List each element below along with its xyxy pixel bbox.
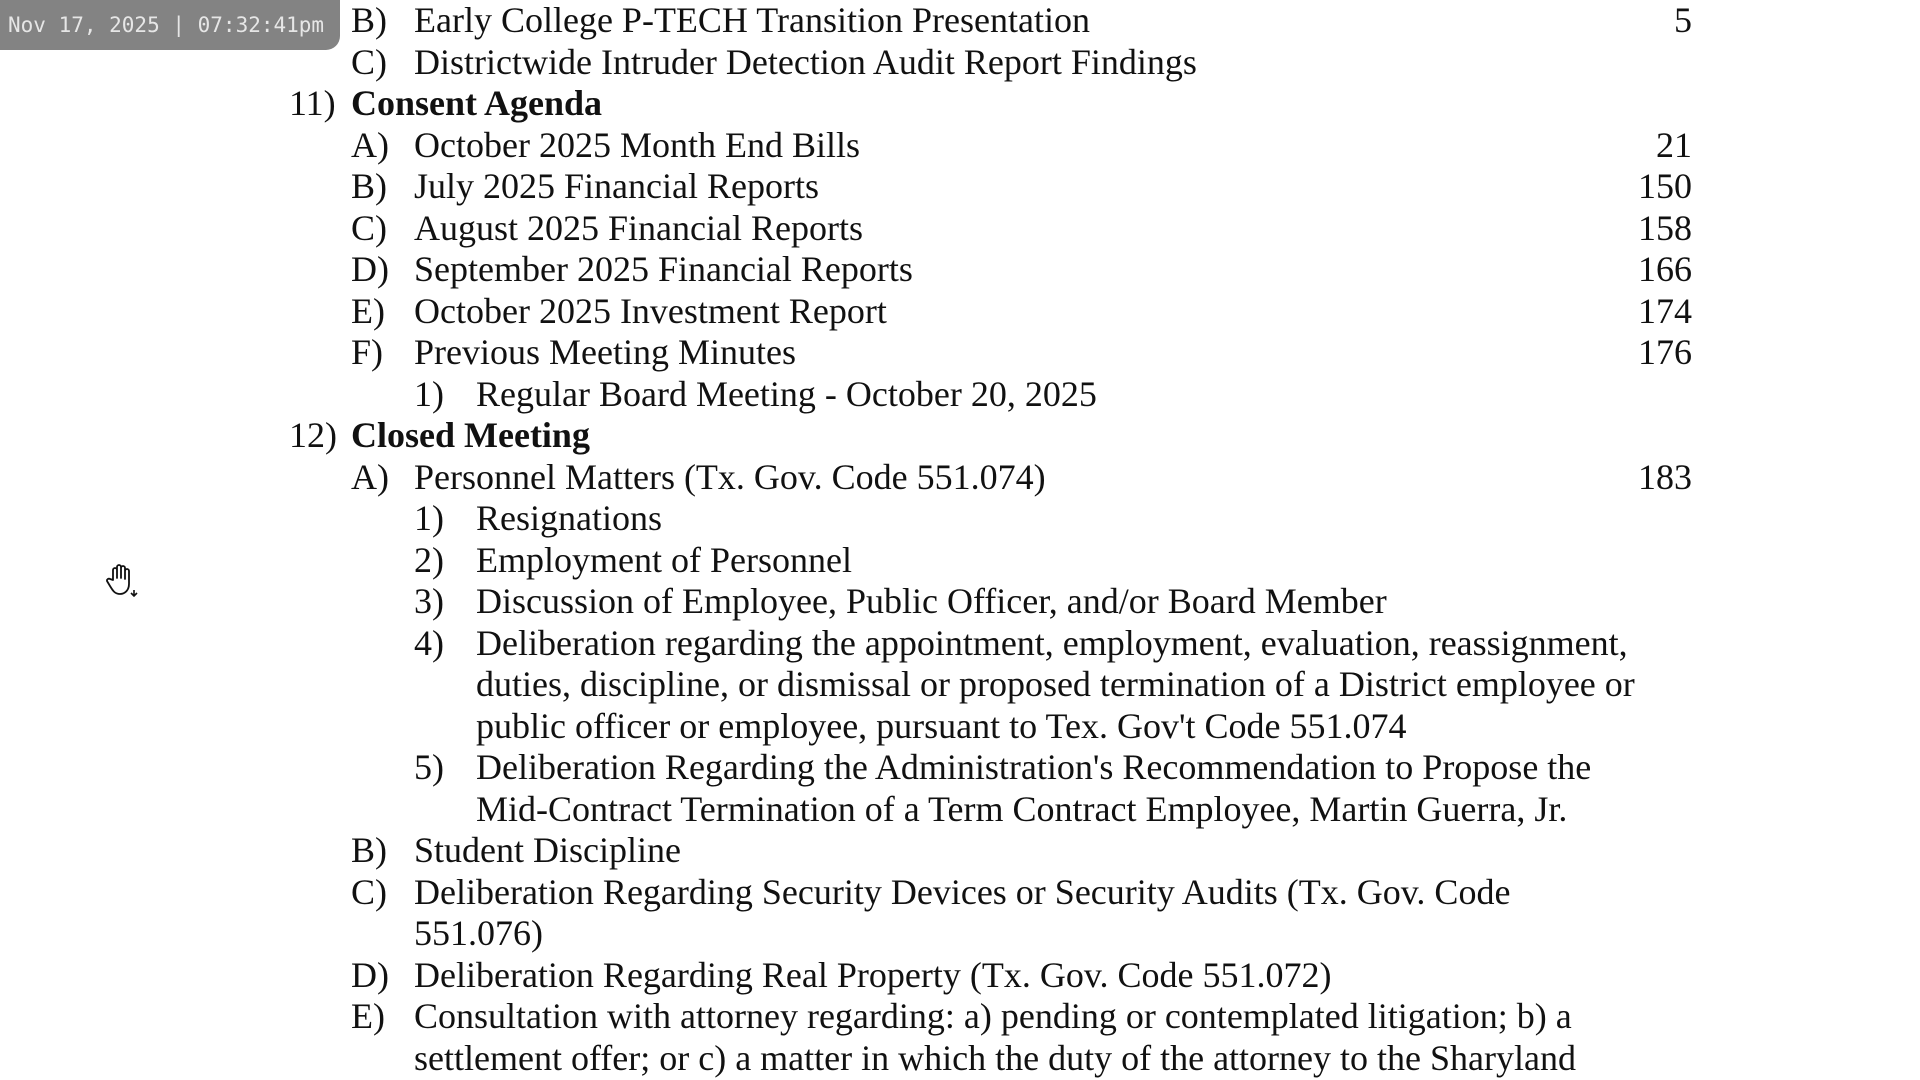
item-page-number: 166 [1638,249,1692,289]
item-page-number: 5 [1674,0,1692,40]
agenda-section [0,83,1920,125]
agenda-item [0,249,1920,291]
item-number: E) [351,290,385,331]
item-text: October 2025 Investment Report [414,290,887,331]
item-page-number: 176 [1638,332,1692,372]
item-number: 3) [414,581,444,621]
item-text: Deliberation Regarding Security Devices or Security Audits (Tx. Gov. Code [414,871,1511,912]
item-number: A) [351,456,389,497]
item-text: Previous Meeting Minutes [414,332,796,372]
item-number: D) [351,249,389,289]
hand-grab-icon [104,562,138,598]
item-text: duties, discipline, or dismissal or proposed termination of a District employee or [476,664,1635,704]
agenda-item-continuation [0,664,1920,706]
item-number: F) [351,332,384,372]
agenda-item [0,291,1920,333]
item-number: 4) [414,622,444,663]
item-number: B) [351,830,387,870]
item-number: 5) [414,747,444,787]
item-text: Personnel Matters (Tx. Gov. Code 551.074) [414,456,1046,497]
item-text: Closed Meeting [351,415,590,455]
agenda-item [0,996,1920,1038]
item-page-number: 183 [1638,456,1692,497]
item-text: Regular Board Meeting - October 20, 2025 [476,373,1097,414]
item-text: Consent Agenda [351,83,603,123]
agenda-item [0,374,1920,416]
item-number: B) [351,0,387,40]
agenda-item [0,125,1920,167]
item-number: C) [351,871,387,912]
item-text: July 2025 Financial Reports [414,166,819,206]
item-text: Employment of Personnel [476,539,852,580]
item-page-number: 150 [1638,166,1692,206]
item-text: Mid-Contract Termination of a Term Contract Employee, Martin Guerra, Jr. [476,788,1568,829]
item-number: 2) [414,539,444,580]
item-text: 551.076) [414,913,543,953]
item-text: Discussion of Employee, Public Officer, and/or Board Member [476,581,1387,621]
item-text: Student Discipline [414,830,681,870]
item-text: settlement offer; or c) a matter in which the duty of the attorney to the Sharyland [414,1037,1576,1078]
item-number: 11) [289,83,336,123]
agenda-item-continuation [0,789,1920,831]
agenda-item [0,872,1920,914]
item-text: Deliberation Regarding the Administration's Recommendation to Propose the [476,747,1592,787]
item-text: Resignations [476,498,662,538]
item-text: September 2025 Financial Reports [414,249,913,289]
item-text: Districtwide Intruder Detection Audit Report Findings [414,41,1197,82]
item-page-number: 174 [1638,290,1692,331]
item-page-number: 158 [1638,207,1692,248]
agenda-item-continuation [0,706,1920,748]
item-text: public officer or employee, pursuant to Tex. Gov't Code 551.074 [476,705,1407,746]
agenda-item [0,498,1920,540]
agenda-item [0,581,1920,623]
agenda-item [0,830,1920,872]
agenda-item [0,332,1920,374]
item-text: Deliberation regarding the appointment, employment, evaluation, reassignment, [476,622,1628,663]
agenda-item [0,747,1920,789]
item-number: 1) [414,373,444,414]
agenda-item-continuation [0,1038,1920,1080]
agenda-item [0,623,1920,665]
item-text: October 2025 Month End Bills [414,124,860,165]
agenda-item [0,208,1920,250]
agenda-item [0,540,1920,582]
timestamp-overlay: Nov 17, 2025 | 07:32:41pm [0,0,340,50]
agenda-section [0,415,1920,457]
item-number: D) [351,954,389,995]
item-text: Early College P-TECH Transition Presentation [414,0,1090,40]
item-page-number: 21 [1656,124,1692,165]
item-number: 12) [289,415,337,455]
agenda-item-continuation [0,913,1920,955]
item-number: A) [351,124,389,165]
agenda-item [0,457,1920,499]
item-number: E) [351,996,385,1036]
item-number: B) [351,166,387,206]
item-number: C) [351,41,387,82]
item-text: Consultation with attorney regarding: a) pending or contemplated litigation; b) a [414,996,1572,1036]
item-text: Deliberation Regarding Real Property (Tx. Gov. Code 551.072) [414,954,1332,995]
agenda-item [0,166,1920,208]
agenda-item [0,955,1920,997]
item-number: C) [351,207,387,248]
item-text: August 2025 Financial Reports [414,207,863,248]
item-number: 1) [414,498,444,538]
